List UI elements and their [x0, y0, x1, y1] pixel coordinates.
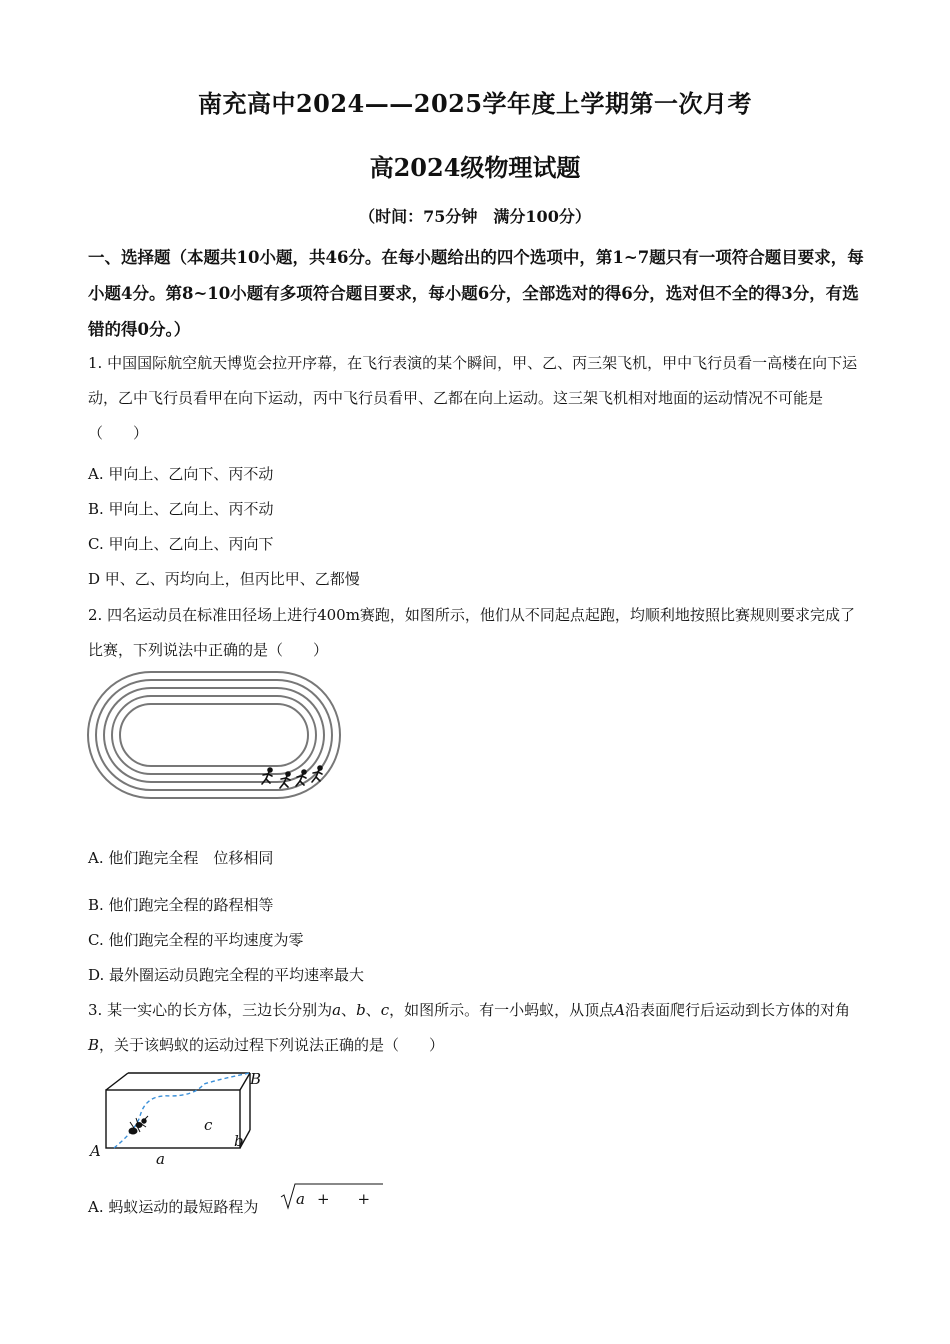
question-2-option-b: B. 他们跑完全程的路程相等 [88, 896, 274, 914]
exam-subtitle: 高2024级物理试题 [369, 153, 581, 182]
ant-path [114, 1073, 250, 1148]
edge-a-label: a [156, 1150, 165, 1166]
question-2-stem: 2. 四名运动员在标准田径场上进行400m赛跑，如图所示，他们从不同起点起跑，均顺利地按照比赛规则要求完成了比赛，下列说法中正确的是（ ） [88, 606, 855, 659]
question-1-option-a: A. 甲向上、乙向下、丙不动 [88, 465, 274, 483]
exam-info: （时间：75分钟 满分100分） [359, 207, 591, 226]
question-2-option-c: C. 他们跑完全程的平均速度为零 [88, 931, 304, 949]
question-1-option-c: C. 甲向上、乙向上、丙向下 [88, 535, 274, 553]
exam-title: 南充高中2024——2025学年度上学期第一次月考 [197, 89, 753, 118]
question-1-option-b: B. 甲向上、乙向上、丙不动 [88, 500, 274, 518]
question-2-option-d: D. 最外圈运动员跑完全程的平均速率最大 [88, 966, 365, 984]
question-3-stem: 3. 某一实心的长方体，三边长分别为a、b、c，如图所示。有一小蚂蚁，从顶点A沿表面爬行后运动到长方体的对角B，关于该蚂蚁的运动过程下列说法正确的是（ ） [88, 1001, 850, 1054]
question-1-option-d: D 甲、乙、丙均向上，但丙比甲、乙都慢 [88, 570, 360, 588]
section-heading: 一、选择题（本题共10小题，共46分。在每小题给出的四个选项中，第1~7题只有一项符合题目要求，每小题4分。第8~10小题有多项符合题目要求，每小题6分，全部选对的得6分，选对但不全的得3分，有选错的得0分。） [88, 248, 864, 339]
sqrt-formula: a + + [296, 1190, 371, 1208]
question-3-option-a: A. 蚂蚁运动的最短路程为 [88, 1198, 259, 1216]
running-track-figure [86, 670, 342, 800]
edge-b-label: b [234, 1132, 244, 1150]
question-2-option-a: A. 他们跑完全程 位移相同 [88, 849, 274, 867]
vertex-a-label: A [90, 1142, 101, 1160]
vertex-b-label: B [250, 1070, 262, 1088]
edge-c-label: c [204, 1116, 213, 1134]
question-1-stem: 1. 中国国际航空航天博览会拉开序幕，在飞行表演的某个瞬间，甲、乙、丙三架飞机，甲中飞行员看一高楼在向下运动，乙中飞行员看甲在向下运动，丙中飞行员看甲、乙都在向上运动。这三架飞机相对地面的运动情况不可能是（ ） [88, 354, 858, 442]
cuboid-figure [84, 1066, 274, 1166]
